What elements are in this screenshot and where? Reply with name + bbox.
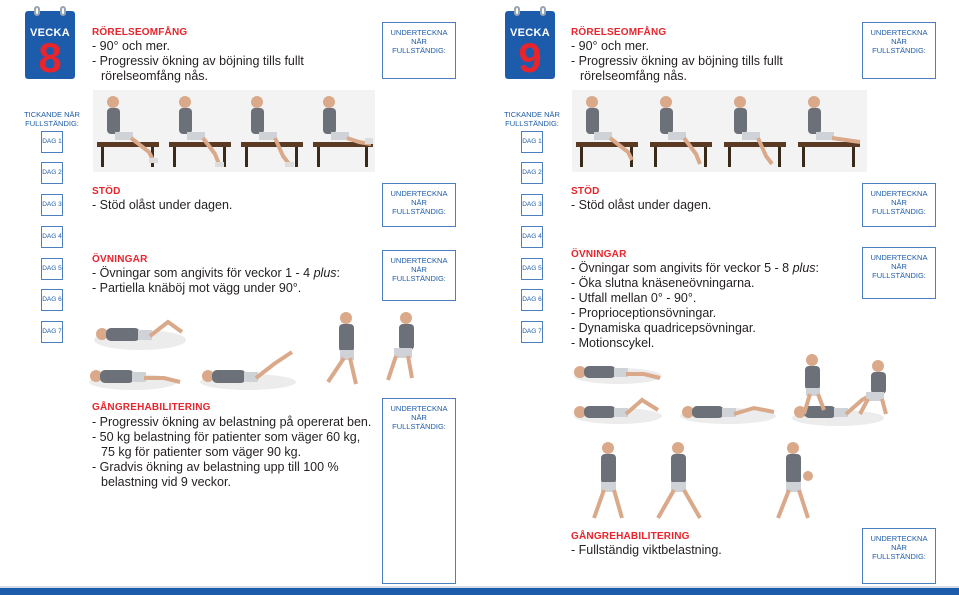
text-line: rörelseomfång nås.	[101, 69, 209, 83]
section-heading-gangrehabilitering: GÅNGREHABILITERING	[92, 402, 211, 413]
text-line	[571, 261, 819, 276]
week-calendar-badge-right	[505, 11, 555, 79]
week-label: VECKA	[29, 27, 70, 39]
day-checkbox-6[interactable]: DAG 6	[521, 289, 543, 311]
rorelseomfang-text	[92, 39, 304, 84]
footer-bar	[0, 588, 959, 595]
text-fragment-italic: plus	[792, 261, 816, 275]
text-line: - Partiella knäböj mot vägg under 90°.	[92, 281, 302, 295]
section-heading-ovningar: ÖVNINGAR	[92, 254, 148, 265]
gangrehabilitering-text	[571, 543, 722, 558]
text-line: - Progressiv ökning av böjning tills fullt	[92, 54, 304, 68]
sign-label: FULLSTÄNDIG:	[872, 552, 926, 561]
sign-label: UNDERTECKNA NÄR	[870, 28, 928, 46]
rorelseomfang-text	[571, 39, 783, 84]
week-number: 8	[38, 34, 62, 81]
day-checkbox-1[interactable]: DAG 1	[41, 131, 63, 153]
day-checkbox-6[interactable]: DAG 6	[41, 289, 63, 311]
text-line: belastning vid 9 veckor.	[101, 475, 231, 489]
section-heading-rorelseomfang: RÖRELSEOMFÅNG	[571, 27, 667, 38]
day-checkbox-4[interactable]: DAG 4	[41, 226, 63, 248]
tick-label-right	[499, 110, 565, 128]
sign-box-gang-left[interactable]	[382, 398, 456, 584]
ovningar-text	[571, 261, 819, 351]
text-line: rörelseomfång nås.	[580, 69, 688, 83]
text-line: - 90° och mer.	[92, 39, 170, 53]
ovningar-text	[92, 266, 340, 296]
sign-label: FULLSTÄNDIG:	[392, 46, 446, 55]
sign-label: UNDERTECKNA NÄR	[870, 534, 928, 552]
week-calendar-badge-left	[25, 11, 75, 79]
gangrehabilitering-text	[92, 415, 371, 490]
day-checkbox-7[interactable]: DAG 7	[41, 321, 63, 343]
section-heading-ovningar: ÖVNINGAR	[571, 249, 627, 260]
week-number: 9	[518, 34, 542, 81]
day-checkbox-7[interactable]: DAG 7	[521, 321, 543, 343]
text-fragment: - Övningar som angivits för veckor 1 - 4	[92, 266, 314, 280]
section-heading-gangrehabilitering: GÅNGREHABILITERING	[571, 531, 690, 542]
section-heading-rorelseomfang: RÖRELSEOMFÅNG	[92, 27, 188, 38]
sign-box-rorelse-left[interactable]	[382, 22, 456, 79]
sign-label: UNDERTECKNA NÄR	[390, 28, 448, 46]
stod-text	[92, 198, 232, 213]
exercise-photo-collage-right	[568, 352, 908, 527]
tick-label-line: TICKANDE NÄR	[504, 110, 560, 119]
tick-label-line: TICKANDE NÄR	[24, 110, 80, 119]
text-line: - Gradvis ökning av belastning upp till 100 %	[92, 460, 339, 474]
sign-label: FULLSTÄNDIG:	[392, 207, 446, 216]
text-line: - Progressiv ökning av belastning på opererat ben.	[92, 415, 372, 429]
sign-label: UNDERTECKNA NÄR	[390, 256, 448, 274]
text-line: - Stöd olåst under dagen.	[92, 198, 233, 212]
week-label: VECKA	[509, 27, 550, 39]
text-fragment: :	[815, 261, 820, 275]
day-checkbox-2[interactable]: DAG 2	[41, 162, 63, 184]
sign-label: UNDERTECKNA NÄR	[870, 189, 928, 207]
sign-box-rorelse-right[interactable]	[862, 22, 936, 79]
exercise-photo-collage-left	[88, 308, 433, 394]
sign-label: FULLSTÄNDIG:	[872, 271, 926, 280]
tick-label-line: FULLSTÄNDIG:	[505, 119, 559, 128]
day-checkbox-3[interactable]: DAG 3	[41, 194, 63, 216]
text-line: - Utfall mellan 0° - 90°.	[571, 291, 697, 305]
text-line: - Fullständig viktbelastning.	[571, 543, 722, 557]
seated-knee-bend-photo-series-left	[93, 90, 375, 172]
sign-label: FULLSTÄNDIG:	[392, 274, 446, 283]
seated-knee-bend-photo-series-right	[572, 90, 867, 172]
sign-box-gang-right[interactable]	[862, 528, 936, 584]
section-heading-stod: STÖD	[571, 186, 600, 197]
text-fragment-italic: plus	[313, 266, 337, 280]
sign-box-stod-right[interactable]	[862, 183, 936, 227]
sign-box-ovningar-left[interactable]	[382, 250, 456, 301]
text-line: - 50 kg belastning för patienter som väger 60 kg,	[92, 430, 361, 444]
sign-label: FULLSTÄNDIG:	[872, 207, 926, 216]
text-line: - Stöd olåst under dagen.	[571, 198, 712, 212]
text-fragment: - Övningar som angivits för veckor 5 - 8	[571, 261, 793, 275]
text-line: - Öka slutna knäseneövningarna.	[571, 276, 755, 290]
text-line	[92, 266, 340, 281]
tick-label-line: FULLSTÄNDIG:	[25, 119, 79, 128]
text-line: - 90° och mer.	[571, 39, 649, 53]
day-checkbox-3[interactable]: DAG 3	[521, 194, 543, 216]
sign-label: UNDERTECKNA NÄR	[390, 404, 448, 422]
day-checkbox-5[interactable]: DAG 5	[521, 258, 543, 280]
day-checkbox-1[interactable]: DAG 1	[521, 131, 543, 153]
text-line: - Dynamiska quadricepsövningar.	[571, 321, 756, 335]
text-line: - Progressiv ökning av böjning tills fullt	[571, 54, 783, 68]
sign-label: FULLSTÄNDIG:	[392, 422, 446, 431]
section-heading-stod: STÖD	[92, 186, 121, 197]
text-line: - Proprioceptionsövningar.	[571, 306, 717, 320]
text-line: - Motionscykel.	[571, 336, 655, 350]
sign-box-ovningar-right[interactable]	[862, 247, 936, 299]
stod-text	[571, 198, 711, 213]
sign-label: UNDERTECKNA NÄR	[870, 253, 928, 271]
text-fragment: :	[336, 266, 341, 280]
day-checkbox-4[interactable]: DAG 4	[521, 226, 543, 248]
tick-label-left	[19, 110, 85, 128]
text-line: 75 kg för patienter som väger 90 kg.	[101, 445, 302, 459]
day-checkbox-2[interactable]: DAG 2	[521, 162, 543, 184]
sign-label: FULLSTÄNDIG:	[872, 46, 926, 55]
sign-label: UNDERTECKNA NÄR	[390, 189, 448, 207]
day-checkbox-5[interactable]: DAG 5	[41, 258, 63, 280]
sign-box-stod-left[interactable]	[382, 183, 456, 227]
